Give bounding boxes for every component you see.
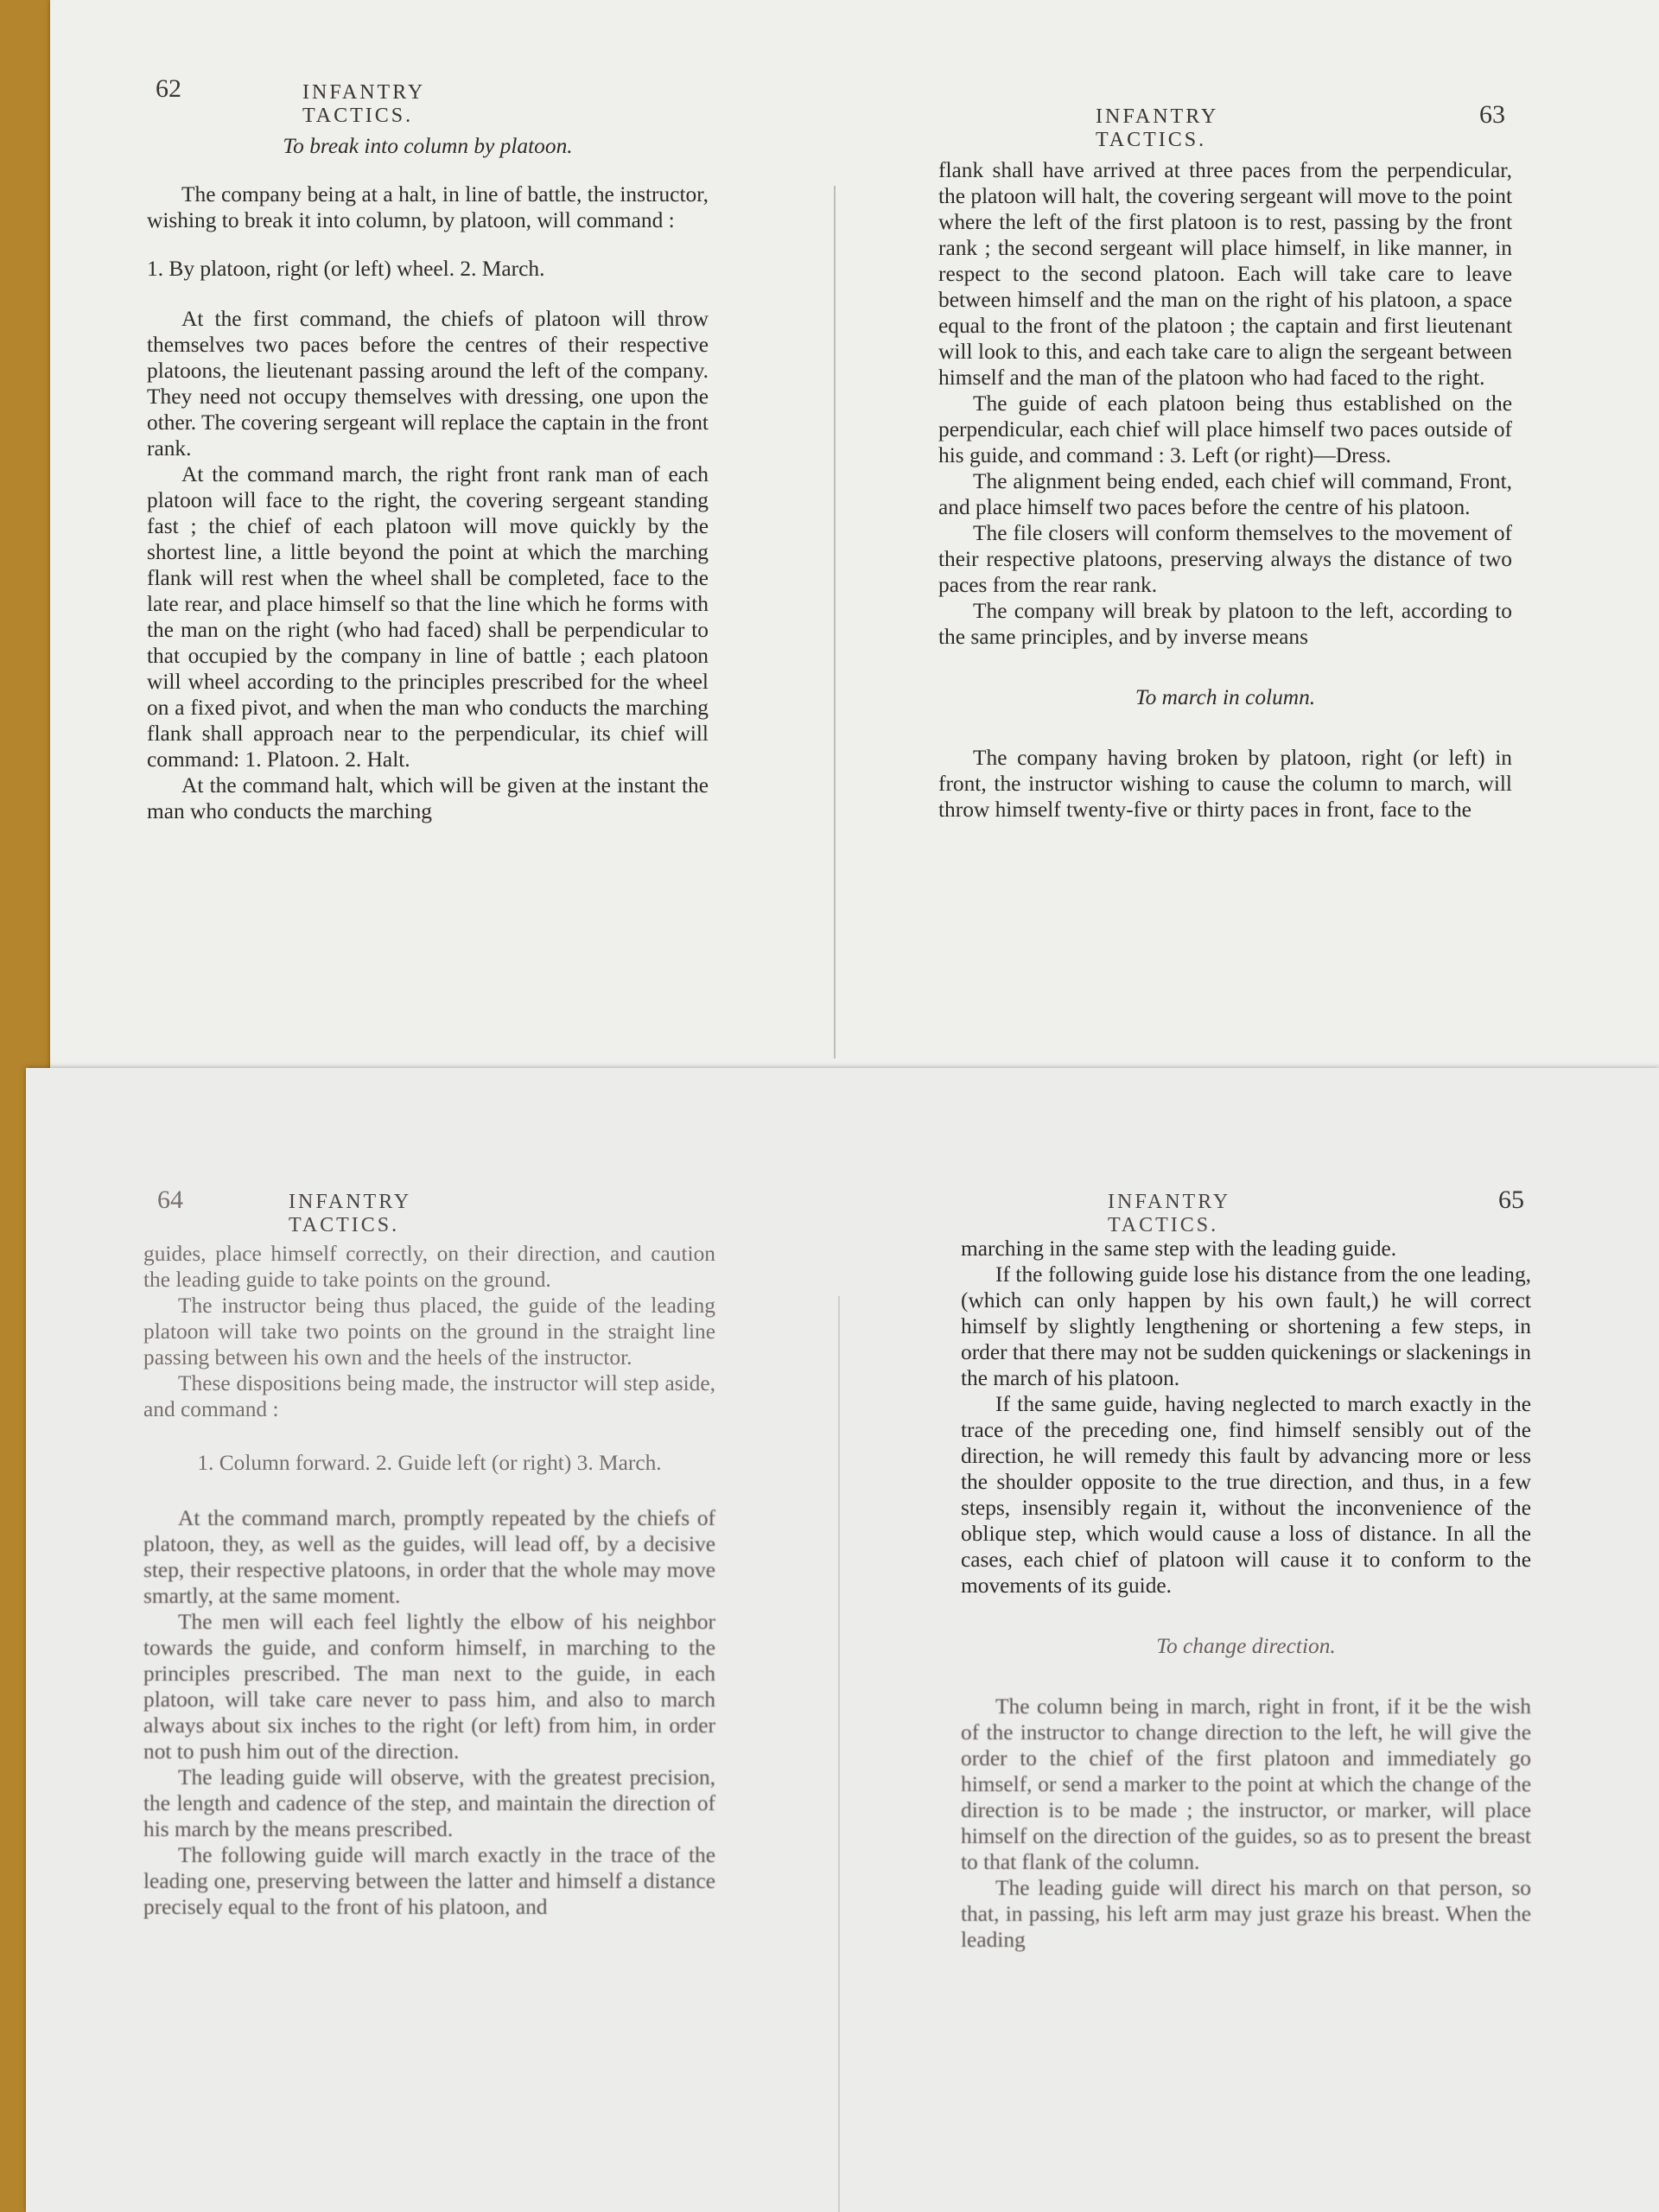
section-heading: To change direction. — [1156, 1634, 1336, 1658]
running-header: INFANTRY TACTICS. — [302, 81, 425, 127]
paragraph: guides, place himself correctly, on their direction, and caution the leading guide to take points on the ground. — [143, 1242, 715, 1292]
gutter-line — [834, 186, 836, 1058]
paragraph: The alignment being ended, each chief will command, Front, and place himself two paces before the centre of his platoon. — [938, 469, 1512, 519]
page-body — [961, 1236, 1531, 1953]
page-body — [938, 157, 1512, 823]
paragraph: The leading guide will observe, with the greatest precision, the length and cadence of the step, and maintain the direction of his march by the means prescribed. — [143, 1765, 715, 1841]
paragraph: marching in the same step with the leading guide. — [961, 1236, 1397, 1261]
paragraph: The instructor being thus placed, the guide of the leading platoon will take two points on the ground in the straight line passing between his own and the heels of the instructor. — [143, 1294, 715, 1370]
paragraph: At the command march, the right front rank man of each platoon will face to the right, the covering sergeant standing fast ; the chief of each platoon will move quickly by the shortest line, a little beyond the point at which the marching flank will rest when the wheel shall be completed, face to the late rear, and place himself so that the line which he forms with the man on the right (who had faced) shall be perpendicular to that occupied by the company in line of battle ; each platoon will wheel according to the principles prescribed for the wheel on a fixed pivot, and when the man who conducts the marching flank shall approach near to the perpendicular, its chief will command: 1. Platoon. 2. Halt. — [147, 462, 709, 772]
paragraph: If the following guide lose his distance from the one leading, (which can only happen by his own fault,) he will correct himself by slightly lengthening or shortening a few steps, in order that there may not be sudden quickenings or slackenings in the march of his platoon. — [961, 1262, 1531, 1390]
running-header: INFANTRY TACTICS. — [1108, 1191, 1230, 1236]
page-number: 65 — [1498, 1185, 1524, 1214]
paragraph: The company being at a halt, in line of battle, the instructor, wishing to break it into column, by platoon, will command : — [147, 182, 709, 232]
paragraph: flank shall have arrived at three paces from the perpendicular, the platoon will halt, the covering sergeant will move to the point where the left of the first platoon is to rest, passing by the front rank ; the second sergeant will place himself, in like manner, in respect to the second platoon. Each will take care to leave between himself and the man on the right of his platoon, a space equal to the front of the platoon ; the captain and first lieutenant will look to this, and each take care to align the sergeant between himself and the man of the platoon who had faced to the right. — [938, 158, 1512, 390]
paragraph: At the command halt, which will be given at the instant the man who conducts the marching — [147, 773, 709, 823]
page-number: 63 — [1479, 100, 1505, 129]
page-number: 64 — [157, 1185, 183, 1214]
paragraph: The leading guide will direct his march on that person, so that, in passing, his left arm may just graze his breast. When the leading — [961, 1876, 1531, 1952]
running-header: INFANTRY TACTICS. — [1096, 105, 1218, 151]
paragraph: These dispositions being made, the instructor will step aside, and command : — [143, 1371, 715, 1421]
paragraph: If the same guide, having neglected to march exactly in the trace of the preceding one, find himself sensibly out of the direction, he will remedy this fault by advancing more or less the shoulder opposite to the true direction, and thus, in a few steps, insensibly regain it, without the inconvenience of the oblique step, which would cause a loss of distance. In all the cases, each chief of platoon will cause it to conform to the movements of its guide. — [961, 1392, 1531, 1598]
command-line: 1. By platoon, right (or left) wheel. 2. March. — [147, 257, 545, 281]
paragraph: The men will each feel lightly the elbow of his neighbor towards the guide, and conform himself, in marching to the principles prescribed. The man next to the guide, in each platoon, will take care never to pass him, and also to march always about six inches to the right (or left) from him, in order not to push him out of the direction. — [143, 1610, 715, 1764]
paragraph: The following guide will march exactly in the trace of the leading one, preserving between the latter and himself a distance precisely equal to the front of his platoon, and — [143, 1843, 715, 1919]
paragraph: The guide of each platoon being thus established on the perpendicular, each chief will place himself two paces outside of his guide, and command : 3. Left (or right)—Dress. — [938, 391, 1512, 467]
page-body — [147, 133, 709, 824]
page-number: 62 — [156, 74, 181, 103]
paragraph: The company will break by platoon to the left, according to the same principles, and by inverse means — [938, 599, 1512, 649]
page-body — [143, 1241, 715, 1920]
section-heading: To march in column. — [1135, 685, 1316, 709]
paragraph: At the command march, promptly repeated by the chiefs of platoon, they, as well as the guides, will lead off, by a decisive step, their respective platoons, in order that the whole may move smartly, at the same moment. — [143, 1506, 715, 1608]
command-line: 1. Column forward. 2. Guide left (or right) 3. March. — [197, 1451, 662, 1475]
running-header: INFANTRY TACTICS. — [289, 1191, 411, 1236]
paragraph: The file closers will conform themselves to the movement of their respective platoons, preserving always the distance of two paces from the rear rank. — [938, 521, 1512, 597]
paragraph: The company having broken by platoon, right (or left) in front, the instructor wishing to cause the column to march, will throw himself twenty-five or thirty paces in front, face to the — [938, 746, 1512, 822]
section-heading: To break into column by platoon. — [283, 134, 573, 158]
paragraph: The column being in march, right in front, if it be the wish of the instructor to change direction to the left, he will give the order to the chief of the first platoon and immediately go himself, or send a marker to the point at which the change of the direction is to be made ; the instructor, or marker, will place himself on the direction of the guides, so as to present the breast to that flank of the column. — [961, 1694, 1531, 1874]
gutter-line — [838, 1296, 840, 2212]
paragraph: At the first command, the chiefs of platoon will throw themselves two paces before the centres of their respective platoons, the lieutenant passing around the left of the company. They need not occupy themselves with dressing, one upon the other. The covering sergeant will replace the captain in the front rank. — [147, 307, 709, 461]
